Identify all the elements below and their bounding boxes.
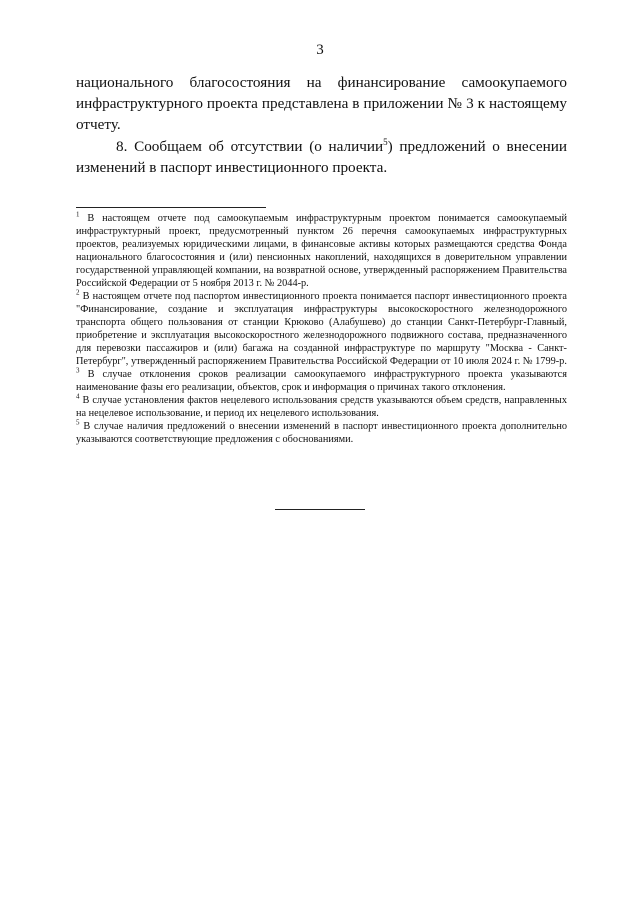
paragraph-text: ) предложений о внесении изменений в паспорт инвестиционного проекта. bbox=[76, 138, 567, 176]
footnote-text: В настоящем отчете под паспортом инвестиционного проекта понимается паспорт инвестиционного проекта "Финансирование, создание и эксплуатация инфраструктуры высокоскоростного железнодорожного транспорта общего пользования от станции Крюково (Алабушево) до станции Санкт-Петербург-Главный, приобретение и эксплуатация высокоскоростного железнодорожного подвижного состава, предназначенного для перевозки пассажиров и (или) багажа на созданной инфраструктуре по маршруту "Москва - Санкт-Петербург", утвержденный распоряжением Правительства Российской Федерации от 10 июля 2024 г. № 1799-р. bbox=[76, 291, 567, 367]
footnote-mark: 2 bbox=[76, 288, 80, 297]
footnote-mark: 3 bbox=[76, 366, 80, 375]
footnote-reference: 5 bbox=[383, 136, 388, 147]
document-end-rule bbox=[275, 509, 365, 510]
footnote-separator bbox=[76, 207, 266, 208]
paragraph-text: инфраструктурного проекта представлена в приложении № 3 к настоящему отчету. bbox=[76, 95, 567, 133]
footnote-text: В настоящем отчете под самоокупаемым инфраструктурным проектом понимается самоокупаемый инфраструктурный проект, предусмотренный пунктом 26 перечня самоокупаемых инфраструктурных проектов, реализуемых юридическими лицами, в финансовые активы которых размещаются средства Фонда национального благосостояния и (или) пенсионных накоплений, находящихся в доверительном управлении государственной управляющей компании, на возвратной основе, утвержденный распоряжением Правительства Российской Федерации от 5 ноября 2013 г. № 2044-р. bbox=[76, 213, 567, 289]
paragraph-item-8 bbox=[76, 136, 567, 178]
footnote-1 bbox=[76, 212, 567, 290]
footnote-text: В случае отклонения сроков реализации самоокупаемого инфраструктурного проекта указываются наименование фазы его реализации, объектов, срок и информация о причинах такого отклонения. bbox=[76, 369, 567, 393]
footnote-2 bbox=[76, 290, 567, 368]
footnote-text: В случае наличия предложений о внесении изменений в паспорт инвестиционного проекта дополнительно указываются соответствующие предложения с обоснованиями. bbox=[76, 421, 567, 445]
footnote-4 bbox=[76, 394, 567, 420]
footnote-mark: 5 bbox=[76, 418, 80, 427]
footnote-5 bbox=[76, 420, 567, 446]
footnote-text: В случае установления фактов нецелевого использования средств указываются объем средств, направленных на нецелевое использование, и период их нецелевого использования. bbox=[76, 395, 567, 419]
footnote-mark: 4 bbox=[76, 392, 80, 401]
page-number: 3 bbox=[316, 42, 324, 58]
footnote-mark: 1 bbox=[76, 210, 80, 219]
paragraph-line: национального благосостояния на финансирование самоокупаемого bbox=[76, 74, 567, 91]
paragraph-text: 8. Сообщаем об отсутствии (о наличии bbox=[116, 138, 384, 155]
footnote-3 bbox=[76, 368, 567, 394]
paragraph-continuation bbox=[76, 72, 567, 135]
footnotes-block bbox=[76, 212, 567, 446]
